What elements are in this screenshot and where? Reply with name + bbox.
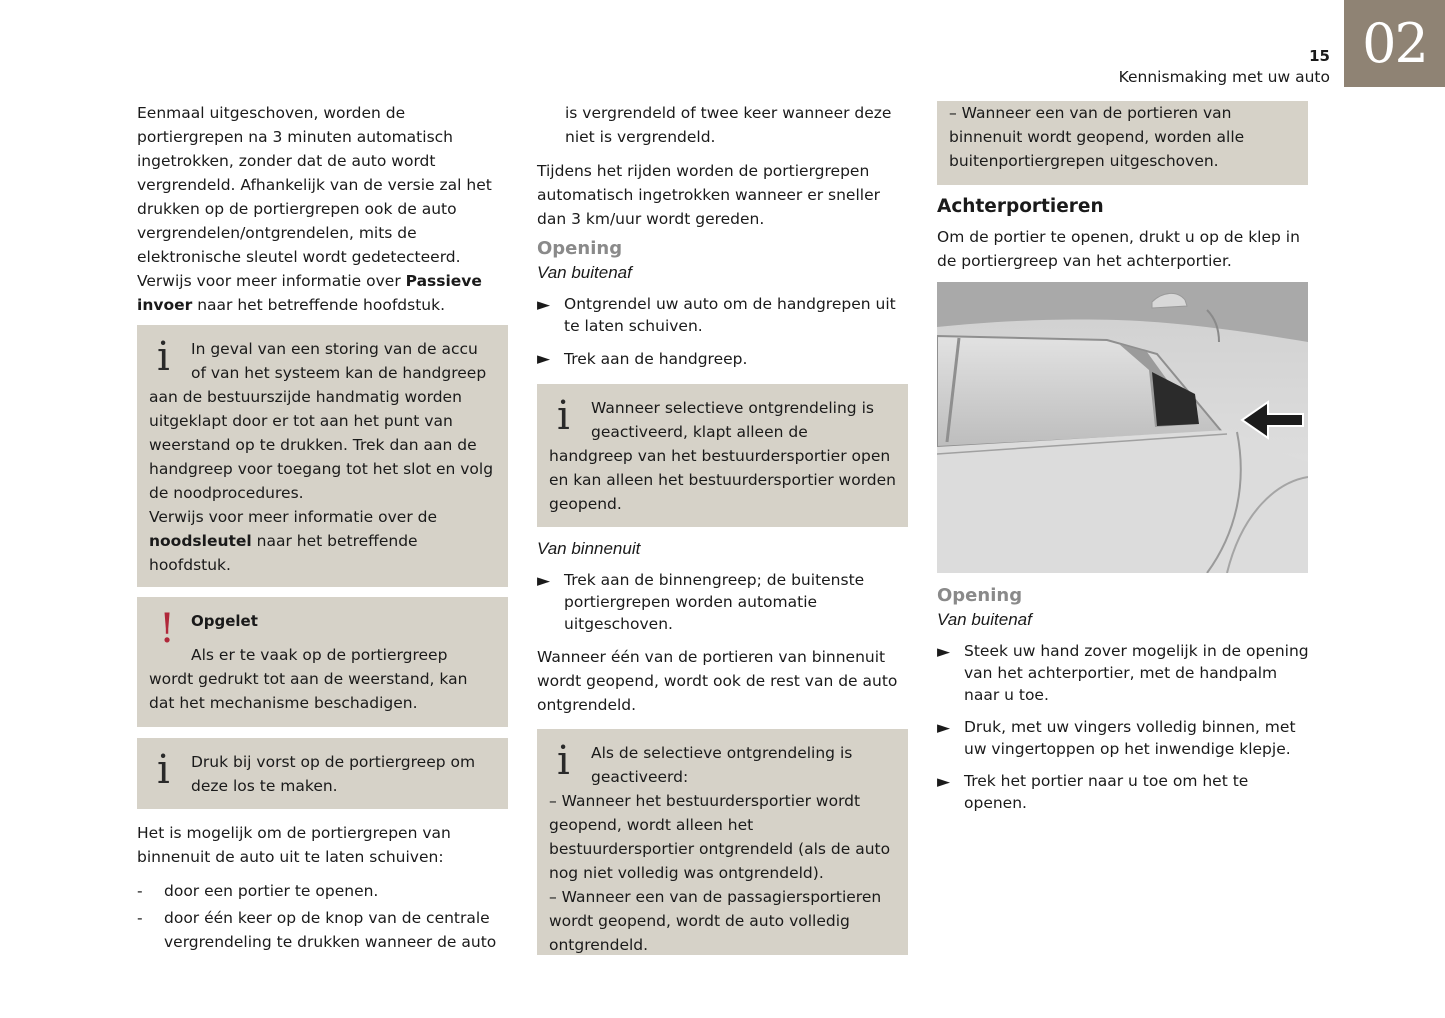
continued-text: is vergrendeld of twee keer wanneer deze niet is vergrendeld. (565, 104, 892, 146)
arrow-icon: ► (537, 349, 551, 369)
list-item: - door één keer op de knop van de centrale vergrendeling te drukken wanneer de auto (137, 906, 509, 954)
info-box-text: Druk bij vorst op de portiergreep om deze los te maken. (191, 753, 476, 795)
outside-heading: Van buitenaf (537, 263, 632, 282)
column-1 (137, 101, 509, 317)
continued-box-text: – Wanneer een van de portieren van binnenuit wordt geopend, worden alle buitenportiergrepen uitgeschoven. (949, 104, 1245, 170)
warning-title: Opgelet (191, 612, 258, 630)
info-box-line: – Wanneer een van de passagiersportieren wordt geopend, wordt de auto volledig ontgrendeld. (549, 888, 882, 954)
inside-paragraph: Wanneer één van de portieren van binnenuit wordt geopend, wordt ook de rest van de auto ontgrendeld. (537, 648, 898, 714)
column-3 (937, 195, 1309, 273)
step-item: ► Steek uw hand zover mogelijk in de opening van het achterportier, met de handpalm naar u toe. (937, 642, 1309, 704)
arrow-icon: ► (937, 772, 951, 792)
opening-heading: Opening (937, 585, 1023, 606)
info-box-reference: Verwijs voor meer informatie over de noodsleutel naar het betreffende hoofdstuk. (149, 508, 437, 574)
info-box-text: Wanneer selectieve ontgrendeling is geactiveerd, klapt alleen de handgreep van het bestuurdersportier open en kan alleen het bestuurdersportier worden geopend. (549, 399, 897, 513)
warning-text: Als er te vaak op de portiergreep wordt gedrukt tot aan de weerstand, kan dat het mechanisme beschadigen. (149, 646, 468, 712)
info-box-selective (537, 384, 908, 527)
info-icon: i (557, 393, 570, 439)
intro-paragraph: Eenmaal uitgeschoven, worden de portiergrepen na 3 minuten automatisch ingetrokken, zonder dat de auto wordt vergrendeld. Afhankelijk van de versie zal het drukken op de portiergrepen ook de auto vergrendelen/ontgrendelen, mits de elektronische sleutel wordt gedetecteerd. Verwijs voor meer informatie over Passieve invoer naar het betreffende hoofdstuk. (137, 104, 492, 314)
info-box-line: – Wanneer het bestuurdersportier wordt geopend, wordt alleen het bestuurdersportier ontgrendeld (als de auto nog niet volledig was ontgrendeld). (549, 792, 891, 882)
dash-icon: - (137, 909, 143, 927)
page-number: 15 (1309, 47, 1330, 65)
continued-box (937, 101, 1308, 185)
step-item: ► Trek aan de binnengreep; de buitenste portiergrepen worden automatie uitgeschoven. (537, 571, 865, 633)
car-image (937, 282, 1308, 573)
step-item: ► Trek het portier naar u toe om het te openen. (937, 772, 1249, 812)
passive-entry-ref: Passieve invoer (137, 272, 482, 314)
info-box-frost (137, 738, 508, 809)
rear-doors-paragraph: Om de portier te openen, drukt u op de klep in de portiergreep van het achterportier. (937, 228, 1300, 270)
info-box-text: In geval van een storing van de accu of van het systeem kan de handgreep aan de bestuurszijde handmatig worden uitgeklapt door er tot aan het punt van weerstand op te drukken. Trek dan aan de handgreep voor toegang tot het slot en volg de noodprocedures. (149, 340, 494, 502)
chapter-title: Kennismaking met uw auto (1118, 68, 1330, 86)
info-icon: i (557, 738, 570, 784)
opening-heading: Opening (537, 238, 623, 259)
column-2 (537, 101, 909, 371)
info-icon: i (157, 747, 170, 793)
info-icon: i (157, 334, 170, 380)
step-item: ► Druk, met uw vingers volledig binnen, met uw vingertoppen op het inwendige klepje. (937, 718, 1296, 758)
info-box-selective-detail (537, 729, 908, 955)
column-1-bottom (137, 821, 509, 954)
rear-doors-heading: Achterportieren (937, 196, 1104, 217)
arrow-icon: ► (937, 642, 951, 662)
list-item: - door een portier te openen. (137, 879, 509, 903)
step-item: ► Ontgrendel uw auto om de handgrepen uit te laten schuiven. (537, 295, 896, 335)
chapter-tab: 02 (1344, 0, 1445, 87)
outro-paragraph: Het is mogelijk om de portiergrepen van binnenuit de auto uit te laten schuiven: (137, 824, 451, 866)
column-3-bottom (937, 584, 1309, 814)
step-item: ► Trek aan de handgreep. (537, 349, 748, 369)
info-box-battery (137, 325, 508, 587)
info-box-intro: Als de selectieve ontgrendeling is geactiveerd: (591, 744, 853, 786)
inside-heading: Van binnenuit (537, 539, 641, 558)
outside-heading: Van buitenaf (937, 610, 1032, 629)
emergency-key-ref: noodsleutel (149, 532, 252, 550)
arrow-icon: ► (537, 295, 551, 315)
warning-icon: ! (159, 606, 176, 652)
arrow-icon: ► (537, 571, 551, 591)
driving-paragraph: Tijdens het rijden worden de portiergrepen automatisch ingetrokken wanneer er sneller dan 3 km/uur wordt gereden. (537, 162, 880, 228)
arrow-icon: ► (937, 718, 951, 738)
rear-door-illustration (937, 282, 1308, 573)
column-2-middle (537, 537, 909, 717)
warning-box (137, 597, 508, 727)
dash-icon: - (137, 882, 143, 900)
